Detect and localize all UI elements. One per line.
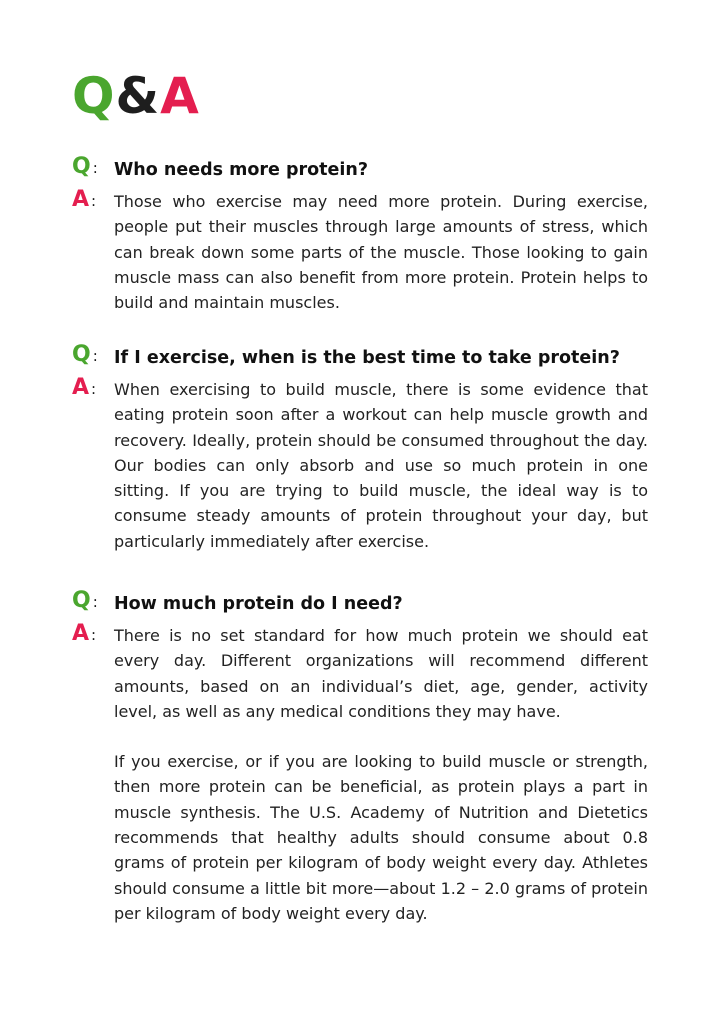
qa-item-1: [72, 154, 648, 315]
answer-marker: A :: [72, 621, 97, 646]
answer-text: [114, 189, 648, 315]
answer-text: [114, 623, 648, 926]
answer-paragraph: Those who exercise may need more protein. During exercise, people put their muscles through large amounts of stress, which can break down some parts of the muscle. Those looking to gain muscle mass can also benefit from more protein. Protein helps to build and maintain muscles.: [114, 192, 648, 313]
answer-marker: A :: [72, 187, 97, 212]
answer-marker: A :: [72, 375, 97, 400]
answer-row: [72, 377, 648, 554]
question-row: [72, 588, 648, 617]
question-marker: Q :: [72, 154, 98, 179]
question-row: [72, 154, 648, 183]
question-text: How much protein do I need?: [114, 594, 403, 614]
answer-paragraph: If you exercise, or if you are looking to build muscle or strength, then more protein can be beneficial, as protein plays a part in muscle synthesis. The U.S. Academy of Nutrition and Dietetics recommends that healthy adults should consume about 0.8 grams of protein per kilogram of body weight every day. Athletes should consume a little bit more—about 1.2 – 2.0 grams of protein per kilogram of body weight every day.: [114, 752, 648, 923]
qa-item-2: [72, 342, 648, 554]
title-a-letter: A: [160, 67, 200, 125]
answer-row: [72, 189, 648, 315]
page-title: [72, 66, 200, 126]
qa-item-3: [72, 588, 648, 926]
answer-paragraph: When exercising to build muscle, there is some evidence that eating protein soon after a workout can help muscle growth and recovery. Ideally, protein should be consumed throughout the day. Our bodies can only absorb and use so much protein in one sitting. If you are trying to build muscle, the ideal way is to consume steady amounts of protein throughout your day, but particularly immediately after exercise.: [114, 380, 648, 551]
title-ampersand: &: [115, 67, 161, 125]
answer-paragraph: There is no set standard for how much protein we should eat every day. Different organizations will recommend different amounts, based on an individual’s diet, age, gender, activity level, as well as any medical conditions they may have.: [114, 626, 648, 721]
title-q-letter: Q: [72, 67, 116, 125]
answer-text: [114, 377, 648, 554]
question-marker: Q :: [72, 588, 98, 613]
question-text: If I exercise, when is the best time to take protein?: [114, 348, 620, 368]
question-row: [72, 342, 648, 371]
question-marker: Q :: [72, 342, 98, 367]
answer-row: [72, 623, 648, 926]
question-text: Who needs more protein?: [114, 160, 368, 180]
